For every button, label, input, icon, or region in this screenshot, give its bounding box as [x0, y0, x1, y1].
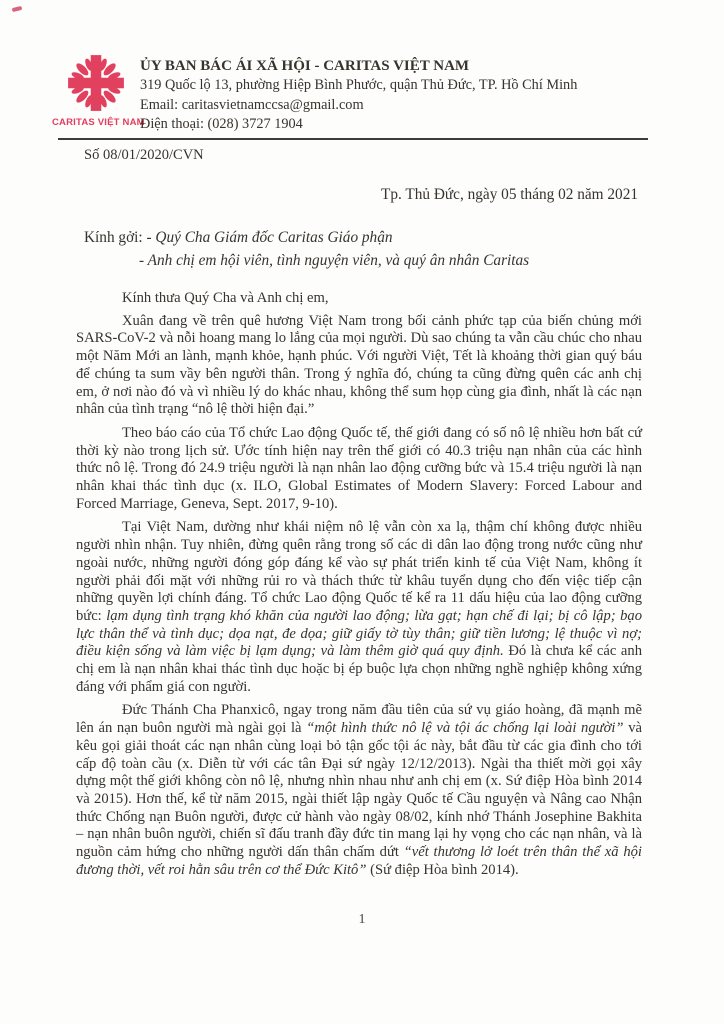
recipients-line-1 [84, 227, 529, 250]
paragraph-4-quote-2: “vết thương lở loét trên thân thể xã hội đương thời, vết roi hằn sâu trên cơ thể Đức Kitô” [76, 844, 642, 878]
org-phone: Điện thoại: (028) 3727 1904 [140, 116, 303, 132]
paragraph-3-quote: lạm dụng tình trạng khó khăn của người lao động; lừa gạt; hạn chế đi lại; bị cô lập; bạo lực thân thể và tình dục; dọa nạt, đe dọa; giữ giấy tờ tùy thân; giữ tiền lương; lệ thuộc vì nợ; điều kiện sống và làm việc bị lạm dụng; và làm thêm giờ quá quy định. [76, 607, 642, 660]
header-divider [58, 138, 648, 140]
paragraph-2: Theo báo cáo của Tổ chức Lao động Quốc tế, thế giới đang có số nô lệ nhiều hơn bất cứ thời kỳ nào trong lịch sử. Ước tính hiện nay trên thế giới có 40.3 triệu nạn nhân của các hình thức nô lệ. Trong đó 24.9 triệu người là nạn nhân lao động cưỡng bức và 15.4 triệu người là nạn nhân khai thác tình dục (x. ILO, Global Estimates of Modern Slavery: Forced Labour and Forced Marriage, Geneva, Sept. 2017, 9-10). [76, 424, 642, 512]
paragraph-4 [76, 702, 642, 879]
org-name: ỦY BAN BÁC ÁI XÃ HỘI - CARITAS VIỆT NAM [140, 58, 470, 74]
paragraph-4-text-mid: và kêu gọi giải thoát các nạn nhân cùng loại bỏ tận gốc tội ác này, bắt đầu từ các gia đình cho tới cấp độ toàn cầu (x. Diễn từ với các tân Đại sứ ngày 12/12/2013). Ngài tha thiết mời gọi xây dựng một thế giới không còn nô lệ, nhưng nhìn nhau như anh chị em (x. Sứ điệp Hòa bình 2014 và 2015). Hơn thế, kể từ năm 2015, ngài thiết lập ngày Quốc tế Cầu nguyện và Nâng cao Nhận thức Chống nạn Buôn người, được cử hành vào ngày 08/02, kính nhớ Thánh Josephine Bakhita – nạn nhân buôn người, chiến sĩ đấu tranh đầy đức tin mang lại hy vọng cho các nạn nhân, và là nguồn cảm hứng cho những người dấn thân chấm dứt [76, 720, 642, 861]
salutation: Kính thưa Quý Cha và Anh chị em, [122, 290, 329, 306]
org-info-block [140, 53, 577, 135]
page-number: 1 [358, 912, 366, 927]
recipient-2: - Anh chị em hội viên, tình nguyện viên, và quý ân nhân Caritas [139, 251, 530, 269]
paragraph-3-text-end: Đó là chưa kể các anh chị em là nạn nhân khai thác tình dục hoặc bị ép buộc lựa chọn những nghề nghiệp không xứng đáng với phẩm giá con người. [76, 643, 642, 695]
letter-body [76, 290, 642, 886]
caritas-logo [52, 50, 145, 128]
recipient-1: - Quý Cha Giám đốc Caritas Giáo phận [146, 229, 393, 246]
paragraph-4-text-end: (Sứ điệp Hòa bình 2014). [366, 861, 519, 878]
caritas-cross-flames-icon [52, 52, 140, 114]
recipients-block [84, 227, 529, 272]
letterhead [52, 50, 652, 132]
org-address: 319 Quốc lộ 13, phường Hiệp Bình Phước, quận Thủ Đức, TP. Hồ Chí Minh [140, 77, 578, 93]
paragraph-3-text: Tại Việt Nam, dường như khái niệm nô lệ vẫn còn xa lạ, thậm chí không được nhiều người nhìn nhận. Tuy nhiên, đừng quên rằng trong số các di dân lao động trong nước cũng như ngoài nước, những người đóng góp đáng kể vào sự phát triển kinh tế của Việt Nam, không ít người phải đối mặt với những rủi ro và thách thức từ khâu tuyển dụng cho đến việc tiếp cận những quyền lợi chính đáng. Tổ chức Lao động Quốc tế kể ra 11 dấu hiệu của lao động cưỡng bức: [76, 519, 642, 624]
paragraph-3 [76, 519, 642, 696]
logo-caption: CARITAS VIỆT NAM [52, 117, 145, 128]
scan-artifact-mark [12, 6, 23, 12]
paragraph-4-text: Đức Thánh Cha Phanxicô, ngay trong năm đầu tiên của sứ vụ giáo hoàng, đã mạnh mẽ lên án nạn buôn người mà ngài gọi là [76, 702, 642, 737]
paragraph-1: Xuân đang về trên quê hương Việt Nam trong bối cảnh phức tạp của biến chủng mới SARS-CoV-2 và nỗi hoang mang lo lắng của mọi người. Dù sao chúng ta vẫn cầu chúc cho nhau một Năm Mới an lành, mạnh khỏe, hạnh phúc. Với người Việt, Tết là khoảng thời gian quý báu để chúng ta sum vầy bên người thân. Trong ý nghĩa đó, chúng ta cũng đừng quên các anh chị em, ở nơi nào đó và vì nhiều lý do khác nhau, không thể sum họp cùng gia đình, nhất là các nạn nhân của tình trạng “nô lệ thời hiện đại.” [76, 312, 642, 418]
reference-number: Số 08/01/2020/CVN [84, 147, 204, 163]
org-email: Email: caritasvietnamccsa@gmail.com [140, 96, 364, 113]
recipients-label: Kính gởi: [84, 229, 143, 246]
dateline: Tp. Thủ Đức, ngày 05 tháng 02 năm 2021 [381, 186, 638, 203]
paragraph-4-quote-1: “một hình thức nô lệ và tội ác chống lại loài người” [306, 720, 624, 737]
